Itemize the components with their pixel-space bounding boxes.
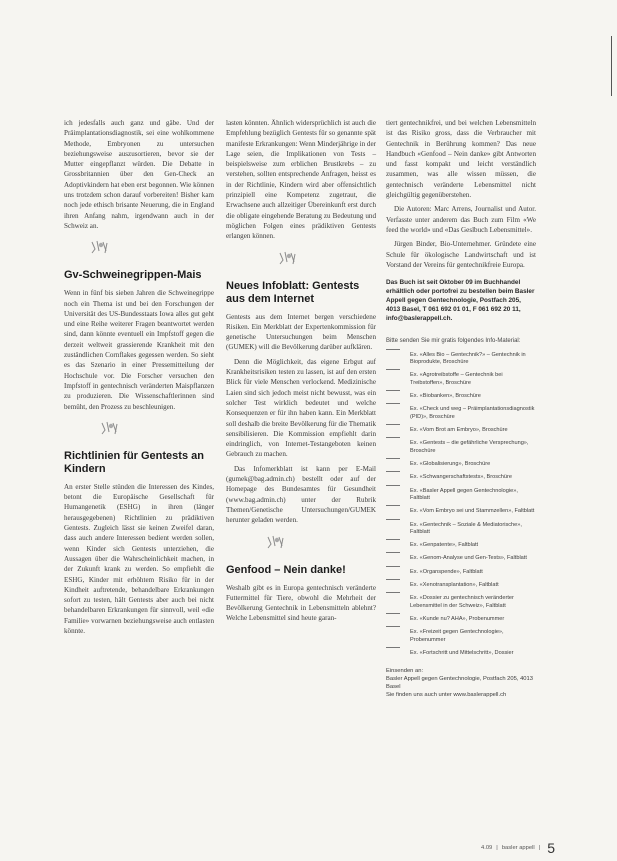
order-form-item[interactable] bbox=[386, 582, 536, 590]
order-item-label: Ex. «Biobanken», Broschüre bbox=[410, 393, 481, 400]
section-heading: Genfood – Nein danke! bbox=[226, 563, 346, 576]
order-form-item[interactable] bbox=[386, 522, 536, 537]
ornament-icon bbox=[64, 418, 214, 436]
issue-label: 4.09 bbox=[481, 845, 493, 851]
page-edge-line bbox=[611, 36, 612, 96]
order-form-item[interactable] bbox=[386, 542, 536, 550]
article-text: Jürgen Binder, Bio-Unternehmer. Gründete eine Schule für ökologische Landwirtschaft und ist Vorstand der Vereins für gentechnikfreie Europa. bbox=[386, 240, 536, 269]
article-text: Das Infomerkblatt ist kann per E-Mail (gumek@bag.admin.ch) bestellt oder auf der Homepage des Bundesamtes für Gesundheit (www.bag.admin.ch) unter der Rubrik Themen/Genetische Untersuchungen/GUMEK herunter geladen werden. bbox=[226, 464, 376, 525]
order-form-item[interactable] bbox=[386, 474, 536, 482]
article-text: An erster Stelle stünden die Interessen des Kindes, betont die Europäische Gesellschaft für Humangenetik (ESHG) in ihren (länger herausgegebenen) Richtlinien zu prädiktiven Gentests. Zugleich lässt sie keinen Zweifel daran, dass auch andere Interessen bedient werden sollen, wenn Kinder sich Gentests unterziehen, die Aussagen über die Wahrscheinlichkeit machen, in der Zukunft krank zu werden. So empfiehlt die ESHG, Kinder mit erhöhtem Risiko für in der Kindheit auftretende, behandelbare Erkrankungen sofort zu testen, hält Gentests aber auch bei nicht behandelbaren Erkrankungen für sinnvoll, weil «die Familie» vorwarnen beziehungsweise auch entlasten könnte. bbox=[64, 482, 214, 635]
book-order-text: Das Buch ist seit Oktober 09 im Buchhandel erhältlich oder portofrei zu bestellen beim Basler Appell gegen Gentechnologie, Postfach 205, 4013 Basel, T 061 692 01 01, F 061 692 20 11, info@baslerappell.ch. bbox=[386, 279, 535, 323]
column-right bbox=[386, 118, 536, 699]
order-form-item[interactable] bbox=[386, 616, 536, 624]
order-item-label: Ex. «Alles Bio – Gentechnik?» – Gentechnik in Bioprodukte, Broschüre bbox=[410, 351, 526, 366]
order-item-label: Ex. «Globalisierung», Broschüre bbox=[410, 461, 491, 468]
article-text: Wenn in fünf bis sieben Jahren die Schweinegrippe noch ein Thema ist und bei den Forschungen der Universität des US-Bundesstaats Iowa alles gut geht und eine Reihe weiterer Fragen beantwortet werden sind, dann könnte eventuell ein Impfstoff gegen die derzeit weltweit grassierende Krankheit mit den zuständlichen Cornflakes gegessen werden. So sieht es das Szenario in einer Pressemitteilung der Hochschule vor. Die Forscher versuchen den Impfstoff in gentechnisch veränderten Maispflanzen zu produzieren. Die Wissenschaftlerinnen sind bemüht, den Prozess zu beschleunigen. bbox=[64, 289, 214, 411]
order-form-item[interactable] bbox=[386, 569, 536, 577]
book-order-info bbox=[386, 278, 536, 323]
order-form-item[interactable] bbox=[386, 595, 536, 610]
article-text: Die Autoren: Marc Arrens, Journalist und Autor. Verfasste unter anderem das Buch zum Film «We feed the world» und «Das Geslbuch Lebensmittel». bbox=[386, 205, 536, 234]
order-item-label: Ex. «Fortschritt und Mittelschritt», Dossier bbox=[410, 649, 514, 656]
column-left bbox=[64, 118, 214, 640]
order-form-item[interactable] bbox=[386, 352, 536, 367]
article-text: Denn die Möglichkeit, das eigene Erbgut auf Krankheitsrisiken testen zu lassen, ist auf den ersten Blick für viele Menschen verlockend. Medizinische Laien sind sich jedoch meist nicht bewusst, was ein solcher Test wirklich bedeutet und welche Konsequenzen er für ihn haben kann. Ein Merkblatt soll deshalb die breite Bevölkerung für die Thematik sensibilisieren. Die Kommission empfiehlt darin eindringlich, von Internet-Testangeboten keinen Gebrauch zu machen. bbox=[226, 357, 376, 459]
order-item-label: Ex. «Basler Appell gegen Gentechnologie», Faltblatt bbox=[410, 487, 518, 502]
column-middle bbox=[226, 118, 376, 628]
order-form-item[interactable] bbox=[386, 629, 536, 644]
order-form-intro: Bitte senden Sie mir gratis folgendes Info-Material: bbox=[386, 338, 521, 345]
order-item-label: Ex. «Gentechnik – Soziale & Mediatorische», Faltblatt bbox=[410, 521, 522, 536]
order-form-item[interactable] bbox=[386, 488, 536, 503]
order-form-item[interactable] bbox=[386, 372, 536, 387]
footer-separator: | bbox=[496, 845, 498, 851]
order-item-label: Ex. «Check und weg – Präimplantationsdiagnostik (PID)», Broschüre bbox=[410, 406, 535, 420]
publication-name: basler appell bbox=[501, 845, 535, 851]
section-heading: Gv-Schweinegrippen-Mais bbox=[64, 269, 202, 282]
order-item-label: Ex. «Kunde nu? AHA», Probenummer bbox=[410, 615, 505, 622]
order-form-list bbox=[386, 352, 536, 658]
send-to-address: Basler Appell gegen Gentechnologie, Postfach 205, 4013 Basel bbox=[386, 676, 533, 691]
order-item-label: Ex. «Genom-Analyse und Gen-Tests», Faltblatt bbox=[410, 555, 527, 562]
order-item-label: Ex. «Agrotreibstoffe – Gentechnik bei Treibstoffen», Broschüre bbox=[410, 372, 503, 387]
article-continuation-text: ich jedesfalls auch ganz und gäbe. Und der Präimplantationsdiagnostik, sei eine wohlkommene Methode, Embryonen zu untersuchen beziehungsweise auszusortieren, bevor sie der Mutter eingepflanzt würden. Die Debatte in Grossbritannien über den Gen-Check an Adoptivkindern hat eben erst begonnen. Wie können uns trotzdem schon darauf vorbereiten! Bisher kam noch jede ethisch brisante Neuerung, die in England ihren Anfang nahm, irgendwann auch in der Schweiz an. bbox=[64, 119, 214, 230]
order-form-item[interactable] bbox=[386, 461, 536, 469]
order-form-item[interactable] bbox=[386, 427, 536, 435]
order-item-label: Ex. «Schwangerschaftstests», Broschüre bbox=[410, 474, 512, 481]
section-heading: Richtlinien für Gentests an Kindern bbox=[64, 449, 204, 475]
ornament-icon bbox=[64, 237, 214, 255]
article-text: Weshalb gibt es in Europa gentechnisch veränderte Futtermittel für Tiere, obwohl die Mehrheit der Bevölkerung Gentechnik in Lebensmitteln ablehnt? Welche Lebensmittel sind heute garan- bbox=[226, 583, 376, 623]
ornament-icon bbox=[226, 248, 376, 266]
order-item-label: Ex. «Gentests – die gefährliche Versprechung», Broschüre bbox=[410, 440, 529, 454]
order-form-item[interactable] bbox=[386, 650, 536, 658]
order-item-label: Ex. «Vom Brot am Embryo», Broschüre bbox=[410, 427, 508, 434]
order-form-item[interactable] bbox=[386, 406, 536, 421]
section-heading: Neues Infoblatt: Gentests aus dem Internet bbox=[226, 279, 360, 305]
order-item-label: Ex. «Genpatente», Faltblatt bbox=[410, 542, 479, 549]
order-form-item[interactable] bbox=[386, 440, 536, 455]
footer-separator: | bbox=[538, 845, 541, 851]
order-item-label: Ex. «Vom Embryo sei und Stammzellen», Faltblatt bbox=[410, 508, 535, 515]
order-form-item[interactable] bbox=[386, 393, 536, 401]
article-text: Gentests aus dem Internet bergen verschiedene Risiken. Ein Merkblatt der Expertenkommission für genetische Untersuchungen beim Menschen (GUMEK) will die Bevölkerung darüber aufklären. bbox=[226, 312, 376, 352]
order-item-label: Ex. «Freizeit gegen Gentechnologie», Probenummer bbox=[410, 629, 504, 643]
order-item-label: Ex. «Xenotransplantation», Faltblatt bbox=[410, 581, 499, 588]
page-number: 5 bbox=[547, 840, 555, 856]
order-item-label: Ex. «Dossier zu gentechnisch veränderter Lebensmittel in der Schweiz», Faltblatt bbox=[410, 595, 514, 609]
order-form-item[interactable] bbox=[386, 555, 536, 563]
ornament-icon bbox=[226, 532, 376, 550]
page-footer bbox=[481, 840, 555, 856]
send-to-label: Einsenden an: bbox=[386, 668, 424, 675]
article-continuation-text: lasten könnten. Ähnlich widersprüchlich ist auch die Empfehlung bezüglich Gentests für so genannte spät manifeste Erkrankungen: Wenn Minderjährige in der Lage seien, die Implikationen von Tests – beispielsweise zum erblichen Brustkrebs – zu verstehen, sollten entsprechende Anfragen, heisst es in der Richtlinie, Kindern wird aber offensichtlich prinzipiell eine Kompetenz zugetraut, die Erwachsene auch allzeitiger Übereinkunft erst durch die obligate eingehende Beratung zu Bedeutung und möglichen Folgen eines prädiktiven Gentests erlangen können. bbox=[226, 119, 376, 241]
article-continuation-text: tiert gentechnikfrei, und bei welchen Lebensmitteln ist das Risiko gross, dass die Verbraucher mit Gentechnik in Berührung kommen? Das neue Handbuch «Genfood – Nein danke» gibt Antworten und fasst kompakt und leicht verständlich zusammen, was alle wissen müssen, die gentechnisch veränderte Lebensmittel nicht gleichgültig gegenüberstehen. bbox=[386, 119, 536, 200]
order-item-label: Ex. «Organspende», Faltblatt bbox=[410, 568, 483, 575]
order-form-item[interactable] bbox=[386, 508, 536, 516]
website-note: Sie finden uns auch unter www.baslerappell.ch bbox=[386, 692, 507, 699]
